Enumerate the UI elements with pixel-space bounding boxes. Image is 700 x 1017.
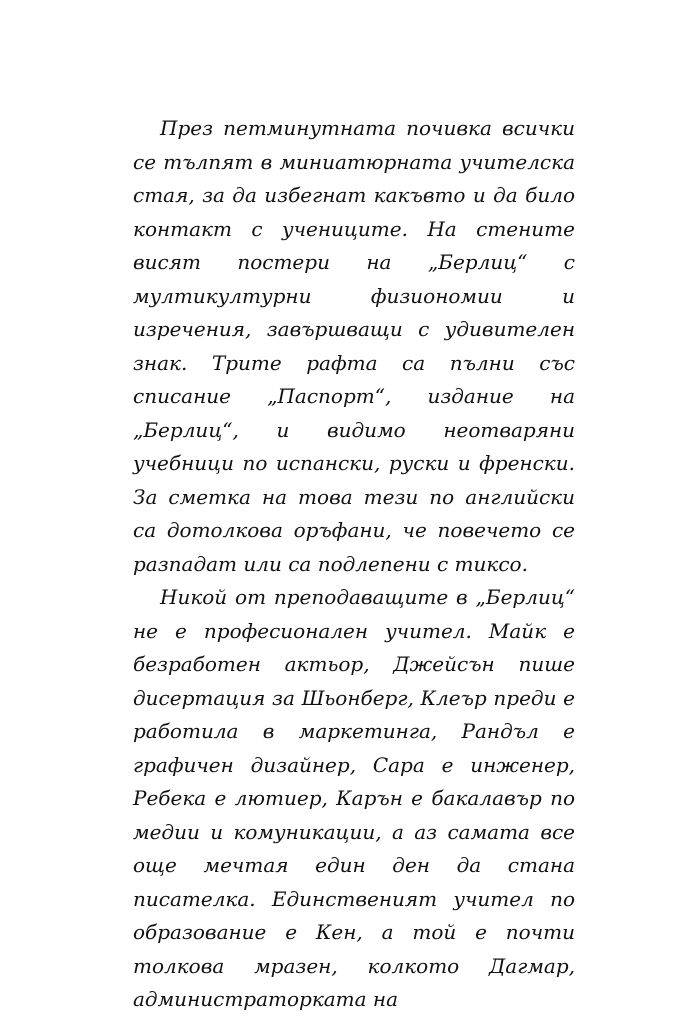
body-text: [133, 112, 575, 1017]
paragraph-1: През петминутната почивка всички се тълпят в миниатюрната учителска стая, за да избегнат какъвто и да било контакт с учениците. На стените висят постери на „Берлиц“ с мултикултурни физиономии и изречения, завършващи с удивителен знак. Трите рафта са пълни със списание „Паспорт“, издание на „Берлиц“, и видимо неотваряни учебници по испански, руски и френски. За сметка на това тези по английски са дотолкова оръфани, че повечето се разпадат или са подлепени с тиксо.: [133, 116, 575, 576]
paragraph-2: Никой от преподаващите в „Берлиц“ не е професионален учител. Майк е безработен актьор, Джейсън пише дисертация за Шьонберг, Клеър преди е работила в маркетинга, Рандъл е графичен дизайнер, Сара е инженер, Ребека е лютиер, Карън е бакалавър по медии и комуникации, а аз самата все още мечтая един ден да стана писателка. Единственият учител по образование е Кен, а той е почти толкова мразен, колкото Дагмар, администраторката на: [133, 585, 575, 1011]
